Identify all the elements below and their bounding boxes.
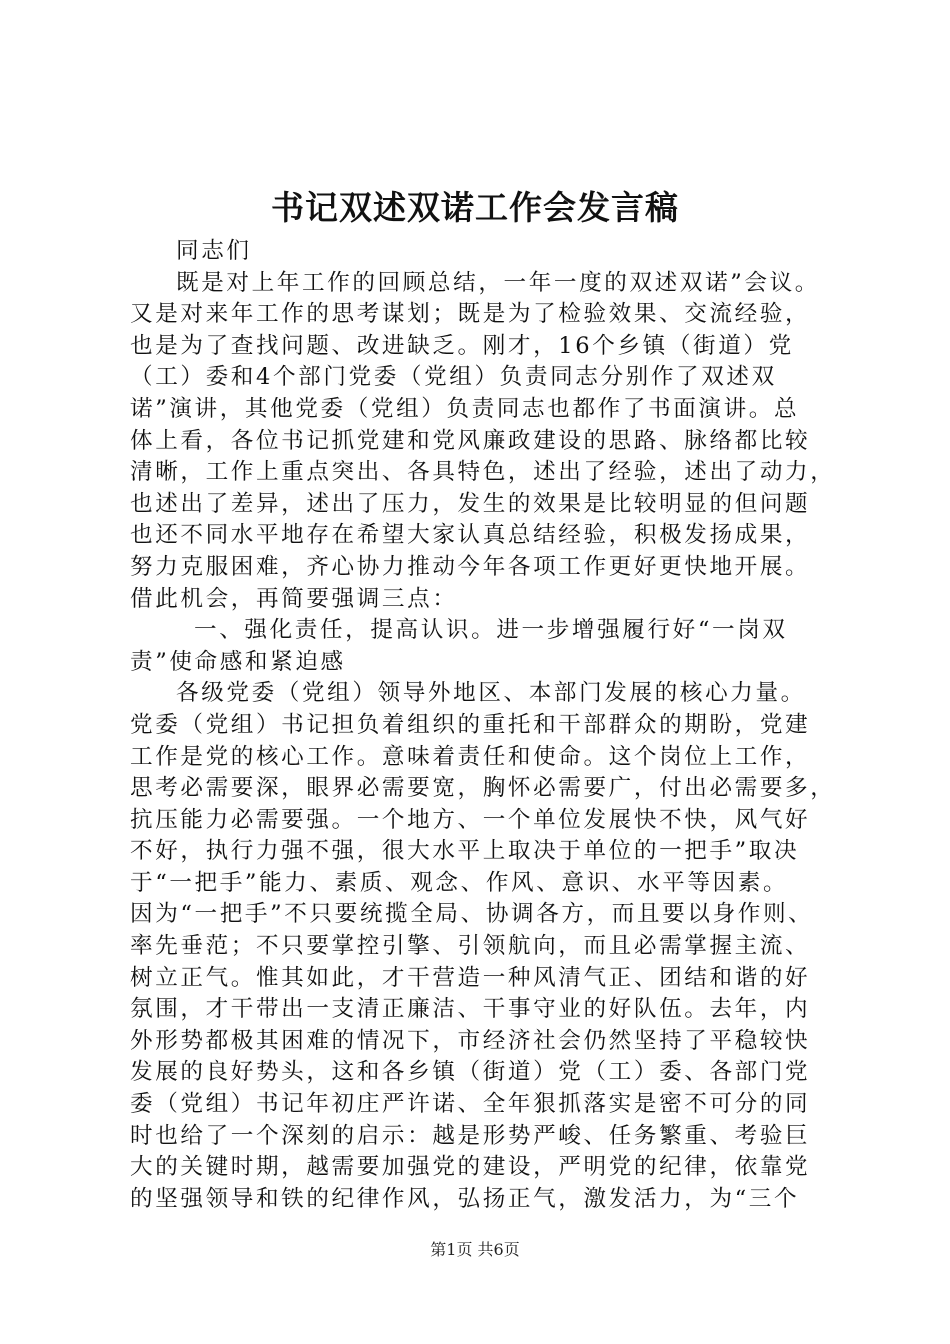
paragraph-line: 不好，执行力强不强，很大水平上取决于单位的一把手”取决 (130, 838, 800, 865)
paragraph-line: 时也给了一个深刻的启示：越是形势严峻、任务繁重、考验巨 (130, 1122, 811, 1149)
paragraph-line: 大的关键时期，越需要加强党的建设，严明党的纪律，依靠党 (130, 1154, 811, 1181)
document-title: 书记双述双诺工作会发言稿 (271, 188, 679, 227)
paragraph-line: 体上看，各位书记抓党建和党风廉政建设的思路、脉络都比较 (130, 427, 811, 454)
paragraph-line: 也是为了查找问题、改进缺乏。刚才，16个乡镇（街道）党 (130, 332, 794, 359)
paragraph-line: 也述出了差异，述出了压力，发生的效果是比较明显的但问题 (130, 490, 811, 517)
paragraph-line: 因为“一把手”不只要统揽全局、协调各方，而且要以身作则、 (130, 901, 814, 928)
paragraph-line: 委（党组）书记年初庄严许诺、全年狠抓落实是密不可分的同 (130, 1091, 811, 1118)
paragraph-line: 发展的良好势头，这和各乡镇（街道）党（工）委、各部门党 (130, 1059, 811, 1086)
paragraph-line: 也还不同水平地存在希望大家认真总结经验，积极发扬成果， (130, 522, 811, 549)
salutation-line: 同志们 (176, 238, 252, 264)
paragraph-line: 的坚强领导和铁的纪律作风，弘扬正气，激发活力，为“三个 (130, 1185, 800, 1212)
paragraph-line: 氛围，才干带出一支清正廉洁、干事守业的好队伍。去年，内 (130, 996, 811, 1023)
paragraph-line: 党委（党组）书记担负着组织的重托和干部群众的期盼，党建 (130, 711, 811, 738)
paragraph-line: 诺”演讲，其他党委（党组）负责同志也都作了书面演讲。总 (130, 395, 800, 422)
paragraph-line: 既是对上年工作的回顾总结，一年一度的双述双诺”会议。 (176, 269, 820, 296)
paragraph-line: 思考必需要深，眼界必需要宽，胸怀必需要广，付出必需要多， (130, 775, 836, 802)
document-body (130, 236, 850, 1215)
paragraph-line: 努力克服困难，齐心协力推动今年各项工作更好更快地开展。 (130, 553, 811, 580)
paragraph-line: （工）委和4个部门党委（党组）负责同志分别作了双述双 (130, 364, 777, 391)
page-footer: 第1页 共6页 (430, 1240, 520, 1259)
paragraph-line: 又是对来年工作的思考谋划；既是为了检验效果、交流经验， (130, 301, 811, 328)
paragraph-line: 清晰，工作上重点突出、各具特色，述出了经验，述出了动力， (130, 459, 836, 486)
paragraph-line: 于“一把手”能力、素质、观念、作风、意识、水平等因素。 (130, 869, 789, 896)
paragraph-line: 工作是党的核心工作。意味着责任和使命。这个岗位上工作， (130, 743, 811, 770)
paragraph-line: 借此机会，再简要强调三点： (130, 585, 458, 612)
section-heading-line: 一、强化责任，提高认识。进一步增强履行好“一岗双 (194, 617, 788, 644)
paragraph-line: 各级党委（党组）领导外地区、本部门发展的核心力量。 (176, 680, 806, 707)
paragraph-line: 树立正气。惟其如此，才干营造一种风清气正、团结和谐的好 (130, 964, 811, 991)
section-heading-line: 责”使命感和紧迫感 (130, 648, 346, 675)
paragraph-line: 外形势都极其困难的情况下，市经济社会仍然坚持了平稳较快 (130, 1027, 811, 1054)
paragraph-line: 抗压能力必需要强。一个地方、一个单位发展快不快，风气好 (130, 806, 811, 833)
paragraph-line: 率先垂范；不只要掌控引擎、引领航向，而且必需掌握主流、 (130, 933, 811, 960)
